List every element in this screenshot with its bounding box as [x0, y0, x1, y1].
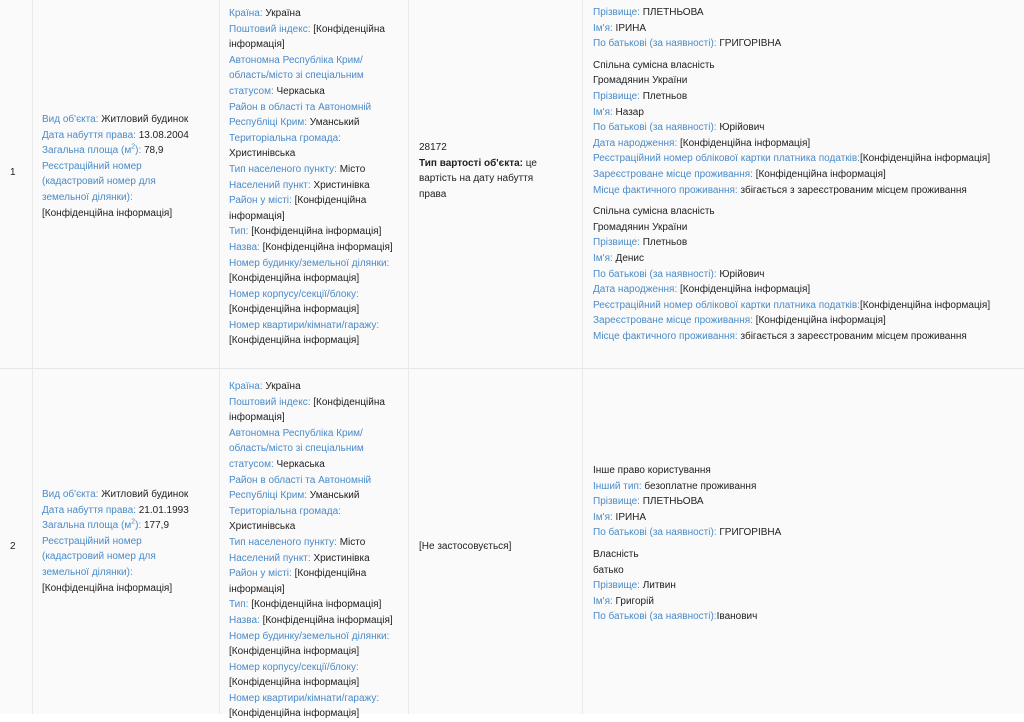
rights-cell: Інше право користування Інший тип: безоплатне проживання Прізвище: ПЛЕТНЬОВА Ім'я: ІРИНА По батькові (за наявності): ГРИГОРІВНА Власність батько Прізвище: Литвин Ім'я: Григорій По батькові (за наявності):Іванович — [593, 465, 782, 623]
row-number: 2 — [10, 541, 16, 552]
rights-cell: Прізвище: ПЛЕТНЬОВА Ім'я: ІРИНА По батькові (за наявності): ГРИГОРІВНА Спільна сумісна власність Громадянин України Прізвище: Плетньов Ім'я: Назар По батькові (за наявності): Юрійович Дата народження: [Конфіденційна інформація] Реєстраційний номер облікової картки платника податків:[Конфіденційна інформація] Зареєстроване місце проживання: [Конфіденційна інформація] Місце фактичного проживання: збігається з зареєстрованим місцем проживання Спільна сумісна власність Громадянин України Прізвище: Плетньов Ім'я: Денис По батькові (за наявності): Юрійович Дата народження: [Конфіденційна інформація] Реєстраційний номер облікової картки платника податків:[Конфіденційна інформація] Зареєстроване місце проживання: [Конфіденційна інформація] Місце фактичного проживання: збігається з зареєстрованим місцем проживання — [593, 7, 991, 342]
object-cell: Вид об'єкта: Житловий будинок Дата набуття права: 21.01.1993 Загальна площа $(м^2)$: 177,9 Реєстраційний номер (кадастровий номер для земельної ділянки): [Конфіденційна інформація] — [42, 489, 189, 594]
value-cell: [Не застосовується] — [419, 541, 512, 552]
address-cell: Країна: Україна Поштовий індекс: [Конфіденційна інформація] Автономна Республіка Крим/ область/місто зі спеціальним статусом: Черкаська Район в області та Автономній Республіці Крим: Уманський Територіальна громада: Христинівська Тип населеного пункту: Місто Населений пункт: Христинівка Район у місті: [Конфіденційна інформація] Тип: [Конфіденційна інформація] Назва: [Конфіденційна інформація] Номер будинку/земельної ділянки: [Конфіденційна інформація] Номер корпусу/секції/блоку: [Конфіденційна інформація] Номер квартири/кімнати/гаражу: [Конфіденційна інформація] — [229, 381, 393, 720]
object-cell: Вид об'єкта: Житловий будинок Дата набуття права: 13.08.2004 Загальна площа $(м^2)$: 78,9 Реєстраційний номер (кадастровий номер для земельної ділянки): [Конфіденційна інформація] — [42, 114, 189, 219]
address-cell: Країна: Україна Поштовий індекс: [Конфіденційна інформація] Автономна Республіка Крим/ область/місто зі спеціальним статусом: Черкаська Район в області та Автономній Республіці Крим: Уманський Територіальна громада: Христинівська Тип населеного пункту: Місто Населений пункт: Христинівка Район у місті: [Конфіденційна інформація] Тип: [Конфіденційна інформація] Назва: [Конфіденційна інформація] Номер будинку/земельної ділянки: [Конфіденційна інформація] Номер корпусу/секції/блоку: [Конфіденційна інформація] Номер квартири/кімнати/гаражу: [Конфіденційна інформація] — [229, 8, 393, 347]
row-number: 1 — [10, 167, 16, 178]
value-cell: 28172 Тип вартості об'єкта: це вартість на дату набуття права — [419, 142, 537, 200]
table-row — [0, 368, 1024, 720]
